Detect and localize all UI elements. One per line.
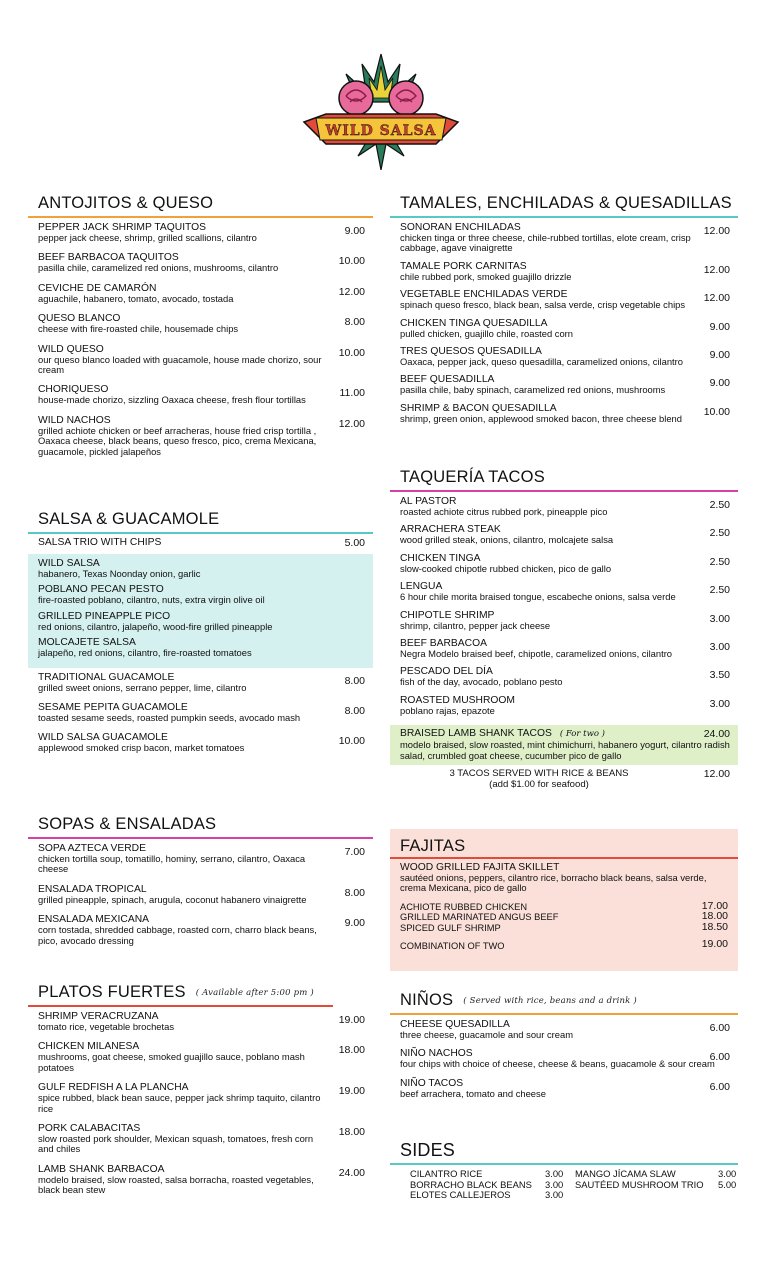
item-desc: pasilla chile, baby spinach, caramelized red onions, mushrooms — [400, 384, 666, 396]
item-desc: Oaxaca, pepper jack, queso quesadilla, caramelized onions, cilantro — [400, 356, 683, 368]
menu-item — [28, 534, 373, 554]
item-desc: house-made chorizo, sizzling Oaxaca cheese, fresh flour tortillas — [38, 394, 306, 406]
menu-item — [390, 289, 738, 317]
item-price: 12.00 — [338, 417, 365, 430]
item-name: SHRIMP & BACON QUESADILLA — [400, 402, 557, 414]
section-title-text: PLATOS FUERTES — [38, 983, 186, 1001]
menu-item — [390, 581, 738, 609]
item-desc: modelo braised, slow roasted, salsa borracha, roasted vegetables, black bean stew — [38, 1173, 314, 1196]
ninos-section — [390, 989, 738, 1107]
menu-item — [28, 283, 373, 313]
item-price: 10.00 — [338, 346, 365, 359]
item-desc: chile rubbed pork, smoked guajillo drizzle — [400, 270, 572, 282]
item-desc: pasilla chile, caramelized red onions, mushrooms, cilantro — [38, 262, 279, 274]
item-price: 6.00 — [709, 1022, 730, 1034]
menu-item — [28, 1082, 373, 1123]
item-name: SHRIMP VERACRUZANA — [38, 1011, 159, 1022]
item-desc: Negra Modelo braised beef, chipotle, caramelized onions, cilantro — [400, 648, 673, 660]
item-desc: tomato rice, vegetable brochetas — [38, 1021, 175, 1032]
fajita-option — [390, 923, 738, 934]
menu-item — [390, 638, 738, 666]
item-price: 10.00 — [703, 405, 730, 418]
item-name: TAMALE PORK CARNITAS — [400, 260, 527, 272]
menu-item — [390, 346, 738, 374]
menu-item — [28, 702, 373, 732]
menu-item — [390, 496, 738, 524]
section-title-text: NIÑOS — [400, 991, 454, 1009]
item-price: 9.00 — [344, 917, 365, 930]
fajita-combo-price: 19.00 — [701, 937, 728, 950]
fajita-option-price: 18.50 — [701, 921, 728, 933]
side-price: 3.00 — [545, 1178, 564, 1190]
item-desc: slow-cooked chipotle rubbed chicken, pico de gallo — [400, 562, 612, 574]
wild-salsa-logo — [296, 52, 466, 170]
item-name: MOLCAJETE SALSA — [38, 637, 136, 649]
fajita-option-name: ACHIOTE RUBBED CHICKEN — [400, 901, 528, 912]
item-desc: cheese with fire-roasted chile, housemade chips — [38, 323, 239, 335]
item-price: 9.00 — [709, 349, 730, 362]
section-title: ANTOJITOS & QUESO — [38, 194, 214, 212]
lamb-tacos-item — [390, 725, 738, 765]
sopas-section — [28, 813, 373, 955]
item-desc: four chips with choice of cheese, cheese & beans, guacamole & sour cream — [400, 1058, 715, 1070]
side-price: 3.00 — [545, 1189, 564, 1200]
item-price: 19.00 — [338, 1014, 365, 1026]
item-desc: sautéed onions, peppers, cilantro rice, borracho black beans, salsa verde, crema Mexicana, pico de gallo — [400, 872, 707, 894]
menu-item — [28, 732, 373, 762]
item-name: WILD NACHOS — [38, 414, 111, 426]
item-price: 18.00 — [338, 1044, 365, 1057]
section-title: SOPAS & ENSALADAS — [38, 815, 217, 833]
item-name: ENSALADA TROPICAL — [38, 883, 147, 895]
item-desc: grilled achiote chicken or beef arracheras, house fried crisp tortilla , Oaxaca cheese, black beans, queso fresco, pico, crema Mexicana, guacamole, pickled jalapeños — [38, 424, 317, 457]
item-price: 8.00 — [344, 705, 365, 718]
menu-item — [28, 1041, 373, 1082]
item-name: CHICKEN TINGA QUESADILLA — [400, 317, 548, 329]
sides-row — [400, 1169, 738, 1180]
item-price: 8.00 — [344, 674, 365, 687]
section-note: ( Available after 5:00 pm ) — [195, 988, 314, 998]
item-name: POBLANO PECAN PESTO — [38, 584, 164, 596]
menu-item — [28, 637, 373, 663]
item-price: 9.00 — [709, 320, 730, 333]
item-desc: aguachile, habanero, tomato, avocado, tostada — [38, 292, 234, 304]
item-desc: roasted achiote citrus rubbed pork, pineapple pico — [400, 506, 608, 517]
item-name: TRADITIONAL GUACAMOLE — [38, 671, 175, 683]
taco-plate-line1: 3 TACOS SERVED WITH RICE & BEANS — [449, 768, 629, 780]
menu-item — [390, 403, 738, 431]
item-desc: spice rubbed, black bean sauce, pepper jack shrimp taquito, cilantro rice — [38, 1092, 321, 1114]
item-price: 24.00 — [703, 728, 730, 741]
item-desc: corn tostada, shredded cabbage, roasted corn, charro black beans, pico, avocado dressing — [38, 924, 317, 946]
fajita-option-name: GRILLED MARINATED ANGUS BEEF — [400, 912, 559, 923]
item-name: CHICKEN MILANESA — [38, 1041, 140, 1053]
menu-item — [390, 1048, 738, 1077]
item-desc: fire-roasted poblano, cilantro, nuts, extra virgin olive oil — [38, 594, 265, 606]
section-title: FAJITAS — [400, 837, 466, 855]
item-name: PORK CALABACITAS — [38, 1123, 141, 1135]
side-name: MANGO JÍCAMA SLAW — [575, 1168, 676, 1179]
item-name: PESCADO DEL DÍA — [400, 666, 493, 678]
menu-item — [28, 1123, 373, 1164]
fajita-option-price: 17.00 — [701, 899, 728, 912]
menu-item — [28, 384, 373, 414]
item-name: WILD SALSA — [38, 558, 100, 569]
sides-row — [400, 1190, 738, 1201]
fajita-option — [390, 912, 738, 923]
item-desc: toasted sesame seeds, roasted pumpkin seeds, avocado mash — [38, 712, 301, 724]
item-name: ENSALADA MEXICANA — [38, 914, 150, 926]
section-title: SALSA & GUACAMOLE — [38, 510, 220, 528]
fajita-option — [390, 899, 738, 913]
item-desc: jalapeño, red onions, cilantro, fire-roasted tomatoes — [38, 647, 252, 659]
fajita-option-price: 18.00 — [701, 910, 728, 923]
item-name: GULF REDFISH A LA PLANCHA — [38, 1082, 189, 1094]
side-name: SAUTÉED MUSHROOM TRIO — [575, 1178, 704, 1190]
item-desc: poblano rajas, epazote — [400, 704, 495, 716]
item-price: 8.00 — [344, 886, 365, 899]
taco-plate-note — [390, 765, 738, 790]
item-name: SONORAN ENCHILADAS — [400, 222, 521, 233]
item-desc: grilled pineapple, spinach, arugula, coconut habanero vinaigrette — [38, 893, 307, 905]
item-desc: three cheese, guacamole and sour cream — [400, 1029, 574, 1040]
item-desc: shrimp, green onion, applewood smoked bacon, three cheese blend — [400, 412, 682, 424]
section-title — [28, 981, 373, 1003]
menu-item — [28, 222, 373, 252]
item-desc: slow roasted pork shoulder, Mexican squash, tomatoes, fresh corn and chiles — [38, 1133, 314, 1155]
item-desc: beef arrachera, tomato and cheese — [400, 1087, 546, 1099]
item-desc: shrimp, cilantro, pepper jack cheese — [400, 619, 551, 631]
item-price: 12.00 — [338, 285, 365, 298]
salsa-section — [28, 508, 373, 763]
menu-item — [28, 415, 373, 466]
item-name: BEEF BARBACOA TAQUITOS — [38, 252, 179, 264]
item-name: GRILLED PINEAPPLE PICO — [38, 610, 171, 622]
menu-item — [390, 318, 738, 346]
item-price: 12.00 — [703, 292, 730, 305]
taco-plate-line2: (add $1.00 for seafood) — [489, 778, 589, 790]
sides-grid — [390, 1165, 738, 1201]
tamales-section — [390, 192, 738, 431]
item-price: 12.00 — [703, 263, 730, 276]
item-desc: our queso blanco loaded with guacamole, house made chorizo, sour cream — [38, 353, 322, 376]
item-desc: spinach queso fresco, black bean, salsa verde, crisp vegetable chips — [400, 299, 686, 311]
item-name: TRES QUESOS QUESADILLA — [400, 346, 542, 358]
item-name: WILD SALSA GUACAMOLE — [38, 732, 168, 744]
item-desc: applewood smoked crisp bacon, market tomatoes — [38, 742, 245, 754]
item-desc: chicken tinga or three cheese, chile-rubbed tortillas, elote cream, crisp cabbage, agave vinaigrette — [400, 232, 691, 254]
item-name: CHORIQUESO — [38, 384, 109, 396]
menu-item — [28, 584, 373, 610]
item-name: WOOD GRILLED FAJITA SKILLET — [400, 862, 560, 873]
item-price: 8.00 — [344, 316, 365, 329]
fajita-skillet — [390, 859, 738, 894]
menu-item — [28, 344, 373, 385]
item-desc: 6 hour chile morita braised tongue, escabeche onions, salsa verde — [400, 591, 676, 603]
item-name: LENGUA — [400, 581, 443, 593]
item-price: 3.00 — [709, 697, 730, 710]
menu-item — [28, 884, 373, 914]
menu-item — [28, 313, 373, 343]
menu-item — [28, 1164, 373, 1205]
item-name: CHEESE QUESADILLA — [400, 1019, 510, 1030]
section-title: SIDES — [400, 1140, 456, 1160]
item-price: 18.00 — [338, 1126, 365, 1139]
menu-item — [390, 524, 738, 552]
item-price: 7.00 — [344, 846, 365, 858]
item-price: 10.00 — [338, 735, 365, 748]
section-title — [390, 989, 738, 1011]
item-name: NIÑO TACOS — [400, 1077, 464, 1089]
item-price: 3.00 — [709, 612, 730, 625]
menu-item — [28, 843, 373, 884]
side-name: CILANTRO RICE — [410, 1168, 483, 1179]
item-desc: red onions, cilantro, jalapeño, wood-fire grilled pineapple — [38, 620, 273, 632]
salsa-options-box — [28, 554, 373, 668]
logo-text: WILD SALSA — [325, 123, 437, 139]
item-price: 12.00 — [703, 225, 730, 237]
fajita-combo-name: COMBINATION OF TWO — [400, 940, 505, 951]
item-price: 6.00 — [709, 1051, 730, 1064]
item-price: 9.00 — [709, 377, 730, 390]
menu-item — [390, 374, 738, 402]
item-price: 11.00 — [339, 387, 365, 400]
section-title: TAQUERÍA TACOS — [400, 468, 545, 486]
item-price: 24.00 — [338, 1166, 365, 1179]
item-name: CHIPOTLE SHRIMP — [400, 609, 495, 621]
menu-item — [28, 558, 373, 584]
menu-item — [390, 1019, 738, 1048]
item-name: QUESO BLANCO — [38, 313, 121, 325]
menu-item — [28, 914, 373, 955]
item-desc: fish of the day, avocado, poblano pesto — [400, 676, 563, 688]
item-name: BEEF QUESADILLA — [400, 374, 495, 386]
item-name: BEEF BARBACOA — [400, 638, 487, 650]
fajita-option-name: SPICED GULF SHRIMP — [400, 923, 501, 933]
item-name: PEPPER JACK SHRIMP TAQUITOS — [38, 222, 207, 233]
side-name: BORRACHO BLACK BEANS — [410, 1178, 532, 1190]
menu-item — [390, 695, 738, 723]
item-name: CHICKEN TINGA — [400, 552, 481, 564]
item-desc: chicken tortilla soup, tomatillo, hominy, serrano, cilantro, Oaxaca cheese — [38, 853, 306, 875]
item-desc: pepper jack cheese, shrimp, grilled scallions, cilantro — [38, 232, 257, 243]
item-note: ( For two ) — [559, 729, 605, 740]
item-name: WILD QUESO — [38, 343, 104, 355]
item-name: ARRACHERA STEAK — [400, 524, 501, 536]
side-price: 3.00 — [718, 1168, 737, 1179]
platos-section — [28, 981, 373, 1205]
fajitas-section — [390, 829, 738, 971]
side-name: ELOTES CALLEJEROS — [410, 1189, 511, 1200]
sides-section — [390, 1139, 738, 1201]
menu-item — [28, 611, 373, 637]
menu-item — [390, 553, 738, 581]
item-name: ROASTED MUSHROOM — [400, 694, 515, 706]
item-name: VEGETABLE ENCHILADAS VERDE — [400, 289, 568, 301]
taco-plate-price: 12.00 — [703, 768, 730, 781]
item-name: CEVICHE DE CAMARÓN — [38, 282, 157, 294]
section-note: ( Served with rice, beans and a drink ) — [463, 996, 637, 1006]
item-price: 10.00 — [338, 255, 365, 268]
item-price: 19.00 — [338, 1085, 365, 1098]
antojitos-section — [28, 192, 373, 466]
menu-item — [390, 610, 738, 638]
menu-item — [28, 672, 373, 702]
fajita-combo — [390, 937, 738, 952]
item-name: SESAME PEPITA GUACAMOLE — [38, 702, 188, 714]
side-price: 5.00 — [718, 1178, 737, 1190]
menu-item — [390, 261, 738, 289]
item-desc: habanero, Texas Noonday onion, garlic — [38, 568, 201, 579]
section-title: TAMALES, ENCHILADAS & QUESADILLAS — [400, 194, 732, 212]
item-price: 2.50 — [709, 527, 730, 540]
menu-item — [28, 252, 373, 282]
menu-item — [390, 1078, 738, 1107]
side-price: 3.00 — [545, 1168, 564, 1179]
item-name-text: BRAISED LAMB SHANK TACOS — [400, 728, 552, 740]
menu-item — [28, 1011, 373, 1041]
item-desc: pulled chicken, guajillo chile, roasted corn — [400, 327, 574, 339]
item-price: 3.00 — [709, 641, 730, 654]
menu-item — [390, 666, 738, 694]
item-price: 2.50 — [709, 584, 730, 597]
item-price: 9.00 — [344, 225, 365, 237]
item-name: SALSA TRIO WITH CHIPS — [38, 537, 162, 548]
item-price: 6.00 — [709, 1080, 730, 1093]
item-price: 2.50 — [709, 555, 730, 568]
tacos-section — [390, 466, 738, 790]
item-price: 3.50 — [709, 669, 730, 682]
item-name: NIÑO NACHOS — [400, 1048, 473, 1060]
item-price: 5.00 — [344, 537, 365, 549]
item-name: LAMB SHANK BARBACOA — [38, 1163, 165, 1175]
item-desc: grilled sweet onions, serrano pepper, lime, cilantro — [38, 681, 247, 693]
item-desc: wood grilled steak, onions, cilantro, molcajete salsa — [400, 534, 614, 546]
item-price: 2.50 — [709, 499, 730, 511]
menu-item — [390, 222, 738, 261]
item-name: AL PASTOR — [400, 496, 457, 507]
item-desc: mushrooms, goat cheese, smoked guajillo sauce, poblano mash potatoes — [38, 1051, 305, 1073]
item-name: SOPA AZTECA VERDE — [38, 843, 146, 854]
item-desc: modelo braised, slow roasted, mint chimichurri, habanero yogurt, cilantro radish salad, crumbled goat cheese, cucumber pico de gallo — [400, 739, 730, 761]
